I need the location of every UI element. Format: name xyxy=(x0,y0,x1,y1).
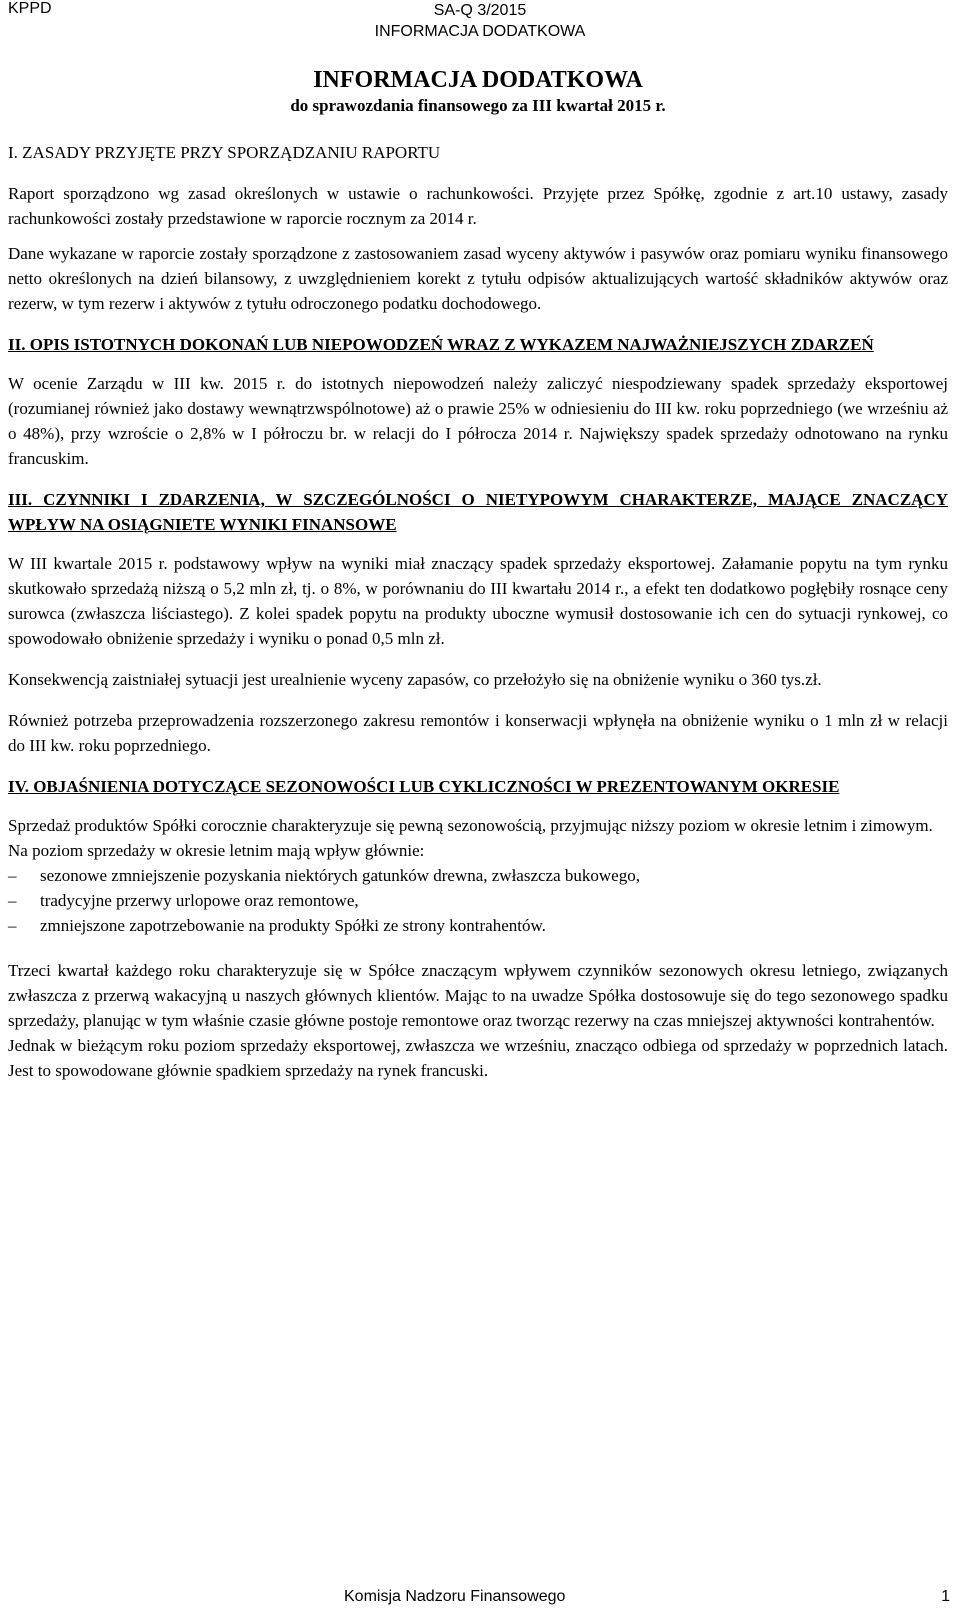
document-body xyxy=(8,66,948,1083)
section-4-paragraph-3: Trzeci kwartał każdego roku charakteryzuje się w Spółce znaczącym wpływem czynników sezonowych okresu letniego, związanych zwłaszcza z przerwą wakacyjną u naszych głównych klientów. Mając to na uwadze Spółka dostosowuje się do tego sezonowego spadku sprzedaży, planując w tym właśnie czasie główne postoje remontowe oraz tworząc rezerwy na czas mniejszej aktywności kontrahentów. xyxy=(8,961,948,1030)
list-item-text: zmniejszone zapotrzebowanie na produkty Spółki ze strony kontrahentów. xyxy=(40,916,546,935)
list-item-text: sezonowe zmniejszenie pozyskania niektórych gatunków drewna, zwłaszcza bukowego, xyxy=(40,866,640,885)
section-1-paragraph-1: Raport sporządzono wg zasad określonych w ustawie o rachunkowości. Przyjęte przez Spółkę, zgodnie z art.10 ustawy, zasady rachunkowości zostały przedstawione w raporcie rocznym za 2014 r. xyxy=(8,184,948,228)
dash-marker: – xyxy=(8,891,17,910)
section-4-paragraph-4: Jednak w bieżącym roku poziom sprzedaży eksportowej, zwłaszcza we wrześniu, znacząco odbiega od sprzedaży w poprzednich latach. Jest to spowodowane głównie spadkiem sprzedaży na rynek francuski. xyxy=(8,1036,948,1080)
section-3-paragraph-1: W III kwartale 2015 r. podstawowy wpływ na wyniki miał znaczący spadek sprzedaży eksportowej. Załamanie popytu na tym rynku skutkowało sprzedażą niższą o 5,2 mln zł, tj. o 8%, w porównaniu do III kwartału 2014 r., a efekt ten dodatkowo pogłębiły rosnące ceny surowca (zwłaszcza liściastego). Z kolei spadek popytu na produkty uboczne wymusił dostosowanie ich cen do sytuacji rynkowej, co spowodowało obniżenie sprzedaży i wyniku o ponad 0,5 mln zł. xyxy=(8,554,948,648)
dash-marker: – xyxy=(8,866,17,885)
section-1-paragraph-2: Dane wykazane w raporcie zostały sporządzone z zastosowaniem zasad wyceny aktywów i pasywów oraz pomiaru wyniku finansowego netto określonych na dzień bilansowy, z uwzględnieniem korekt z tytułu odpisów aktualizujących wartość składników aktywów oraz rezerw, w tym rezerw i aktywów z tytułu odroczonego podatku dochodowego. xyxy=(8,244,948,313)
section-4-paragraph-1: Sprzedaż produktów Spółki corocznie charakteryzuje się pewną sezonowością, przyjmując niższy poziom w okresie letnim i zimowym. xyxy=(8,816,933,835)
list-item-text: tradycyjne przerwy urlopowe oraz remontowe, xyxy=(40,891,359,910)
section-3-paragraph-2: Konsekwencją zaistniałej sytuacji jest urealnienie wyceny zapasów, co przełożyło się na obniżenie wyniku o 360 tys.zł. xyxy=(8,670,822,689)
document-title: INFORMACJA DODATKOWA xyxy=(313,67,643,93)
section-3-heading: III. CZYNNIKI I ZDARZENIA, W SZCZEGÓLNOŚCI O NIETYPOWYM CHARAKTERZE, MAJĄCE ZNACZĄCY WPŁYW NA OSIĄGNIETE WYNIKI FINANSOWE xyxy=(8,490,948,534)
section-4-paragraph-2: Na poziom sprzedaży w okresie letnim mają wpływ głównie: xyxy=(8,841,425,860)
list-item xyxy=(8,888,948,913)
section-3-paragraph-3: Również potrzeba przeprowadzenia rozszerzonego zakresu remontów i konserwacji wpłynęła na obniżenie wyniku o 1 mln zł w relacji do III kw. roku poprzedniego. xyxy=(8,711,948,755)
section-4-heading: IV. OBJAŚNIENIA DOTYCZĄCE SEZONOWOŚCI LUB CYKLICZNOŚCI W PREZENTOWANYM OKRESIE xyxy=(8,777,840,796)
section-1-heading: I. ZASADY PRZYJĘTE PRZY SPORZĄDZANIU RAPORTU xyxy=(8,143,441,162)
page-number: 1 xyxy=(941,1588,950,1605)
header-report-code: SA-Q 3/2015 xyxy=(433,2,527,19)
header-center xyxy=(0,0,960,42)
footer-organization: Komisja Nadzoru Finansowego xyxy=(344,1588,566,1605)
seasonality-factors-list xyxy=(8,863,948,938)
section-2-heading: II. OPIS ISTOTNYCH DOKONAŃ LUB NIEPOWODZEŃ WRAZ Z WYKAZEM NAJWAŻNIEJSZYCH ZDARZEŃ xyxy=(8,335,874,354)
header-company-code: KPPD xyxy=(8,0,52,17)
document-subtitle: do sprawozdania finansowego za III kwartał 2015 r. xyxy=(290,96,666,115)
list-item xyxy=(8,863,948,888)
page-header xyxy=(0,0,960,44)
dash-marker: – xyxy=(8,916,17,935)
list-item xyxy=(8,913,948,938)
header-doc-type: INFORMACJA DODATKOWA xyxy=(374,23,586,40)
section-2-paragraph-1: W ocenie Zarządu w III kw. 2015 r. do istotnych niepowodzeń należy zaliczyć niespodziewany spadek sprzedaży eksportowej (rozumianej również jako dostawy wewnątrzwspólnotowe) aż o prawie 25% w odniesieniu do III kw. roku poprzedniego (we wrześniu aż o 48%), przy wzroście o 2,8% w I półroczu br. w relacji do I półrocza 2014 r. Największy spadek sprzedaży odnotowano na rynku francuskim. xyxy=(8,374,948,468)
